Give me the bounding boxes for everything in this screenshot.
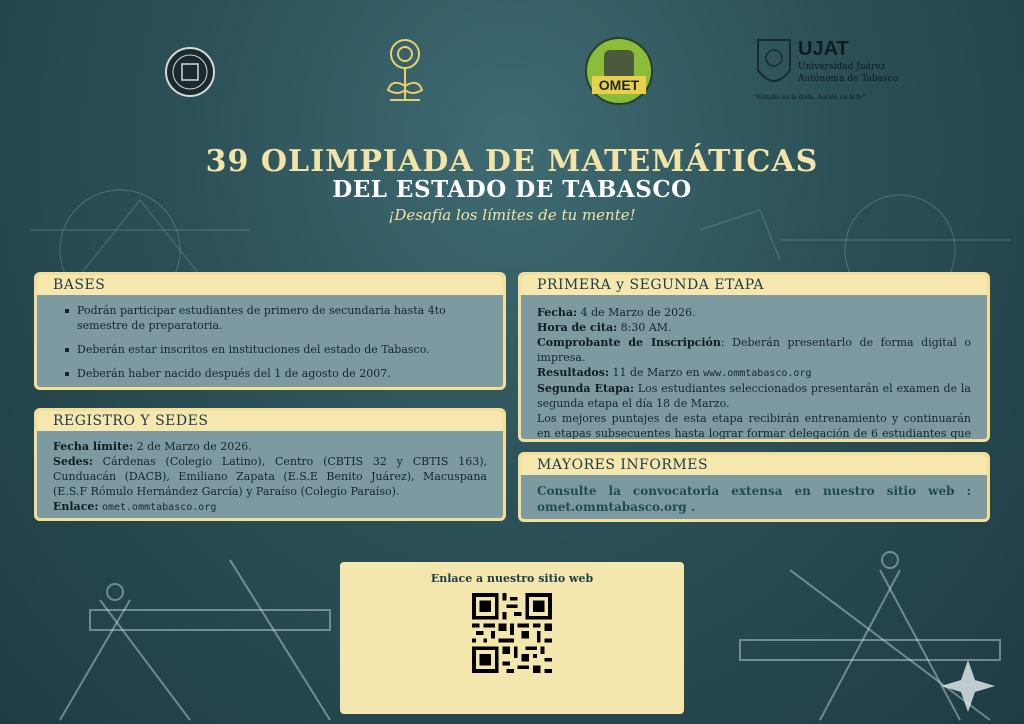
omm-logo (162, 44, 218, 100)
sparkle-icon (941, 660, 995, 712)
flower-logo (380, 36, 430, 106)
hora-label: Hora de cita: (537, 321, 618, 334)
resultados-link[interactable]: www.ommtabasco.org (703, 368, 812, 379)
enlace-link[interactable]: omet.ommtabasco.org (101, 502, 217, 513)
informes-text[interactable]: Consulte la convocatoria extensa en nuestro sitio web : omet.ommtabasco.org . (537, 484, 971, 514)
qr-code-icon[interactable] (472, 593, 552, 673)
ujat-shield-icon (754, 36, 794, 92)
ujat-line1: Universidad Juárez (798, 62, 886, 72)
omet-logo (584, 36, 654, 106)
bases-list (53, 303, 487, 381)
bases-heading: BASES (37, 275, 503, 295)
sedes-label: Sedes: (53, 455, 93, 468)
qr-label: Enlace a nuestro sitio web (430, 572, 594, 585)
ujat-motto: "Estudio en la duda. Acción en la fe" (754, 94, 866, 101)
list-item: Podrán participar estudiantes de primero de secundaria hasta 4to semestre de preparatoria. (77, 303, 487, 333)
page-subtitle: DEL ESTADO DE TABASCO (332, 176, 692, 203)
tagline: ¡Desafía los límites de tu mente! (388, 206, 636, 224)
qr-card (340, 562, 684, 714)
omet-head-icon (584, 36, 654, 106)
etapa-card (518, 272, 990, 442)
resultados-label: Resultados: (537, 366, 609, 379)
bases-card (34, 272, 506, 390)
fecha-value: 4 de Marzo de 2026. (577, 306, 696, 319)
final-text: Los mejores puntajes de esta etapa recibirán entrenamiento y continuarán en etapas subsecuentes hasta lograr formar delegación de 6 estudiantes que (537, 412, 971, 440)
informes-heading: MAYORES INFORMES (521, 455, 987, 475)
hora-value: 8:30 AM. (617, 321, 672, 334)
etapa-heading: PRIMERA y SEGUNDA ETAPA (521, 275, 987, 295)
fecha-limite-value: 2 de Marzo de 2026. (133, 440, 252, 453)
enlace-label: Enlace: (53, 500, 99, 513)
informes-card (518, 452, 990, 522)
sedes-value: Cárdenas (Colegio Latino), Centro (CBTIS 32 y CBTIS 163), Cunduacán (DACB), Emiliano Zapata (E.S.E Benito Juárez), Macuspana (E.S.F Rómulo Hernández García) y Paraíso (Colegio Paraíso). (53, 455, 487, 498)
ujat-name: UJAT (798, 38, 849, 60)
resultados-value: 11 de Marzo en (609, 366, 704, 379)
segunda-etapa-value: Los estudiantes seleccionados presentarán el examen de la segunda etapa el día 18 de Marzo. (537, 382, 971, 410)
registro-card (34, 408, 506, 521)
segunda-etapa-label: Segunda Etapa: (537, 382, 635, 395)
ujat-logo (754, 36, 924, 106)
comprobante-value: : Deberán presentarlo de forma digital o impresa. (537, 336, 971, 364)
fecha-label: Fecha: (537, 306, 578, 319)
comprobante-label: Comprobante de Inscripción (537, 336, 721, 349)
ujat-line2: Autónoma de Tabasco (798, 74, 899, 84)
page-title: 39 OLIMPIADA DE MATEMÁTICAS (205, 144, 819, 179)
omet-logo-text: OMET (598, 77, 640, 93)
fecha-limite-label: Fecha límite: (53, 440, 134, 453)
registro-heading: REGISTRO Y SEDES (37, 411, 503, 431)
list-item: Deberán haber nacido después del 1 de agosto de 2007. (77, 366, 487, 381)
list-item: Deberán estar inscritos en instituciones del estado de Tabasco. (77, 342, 487, 357)
